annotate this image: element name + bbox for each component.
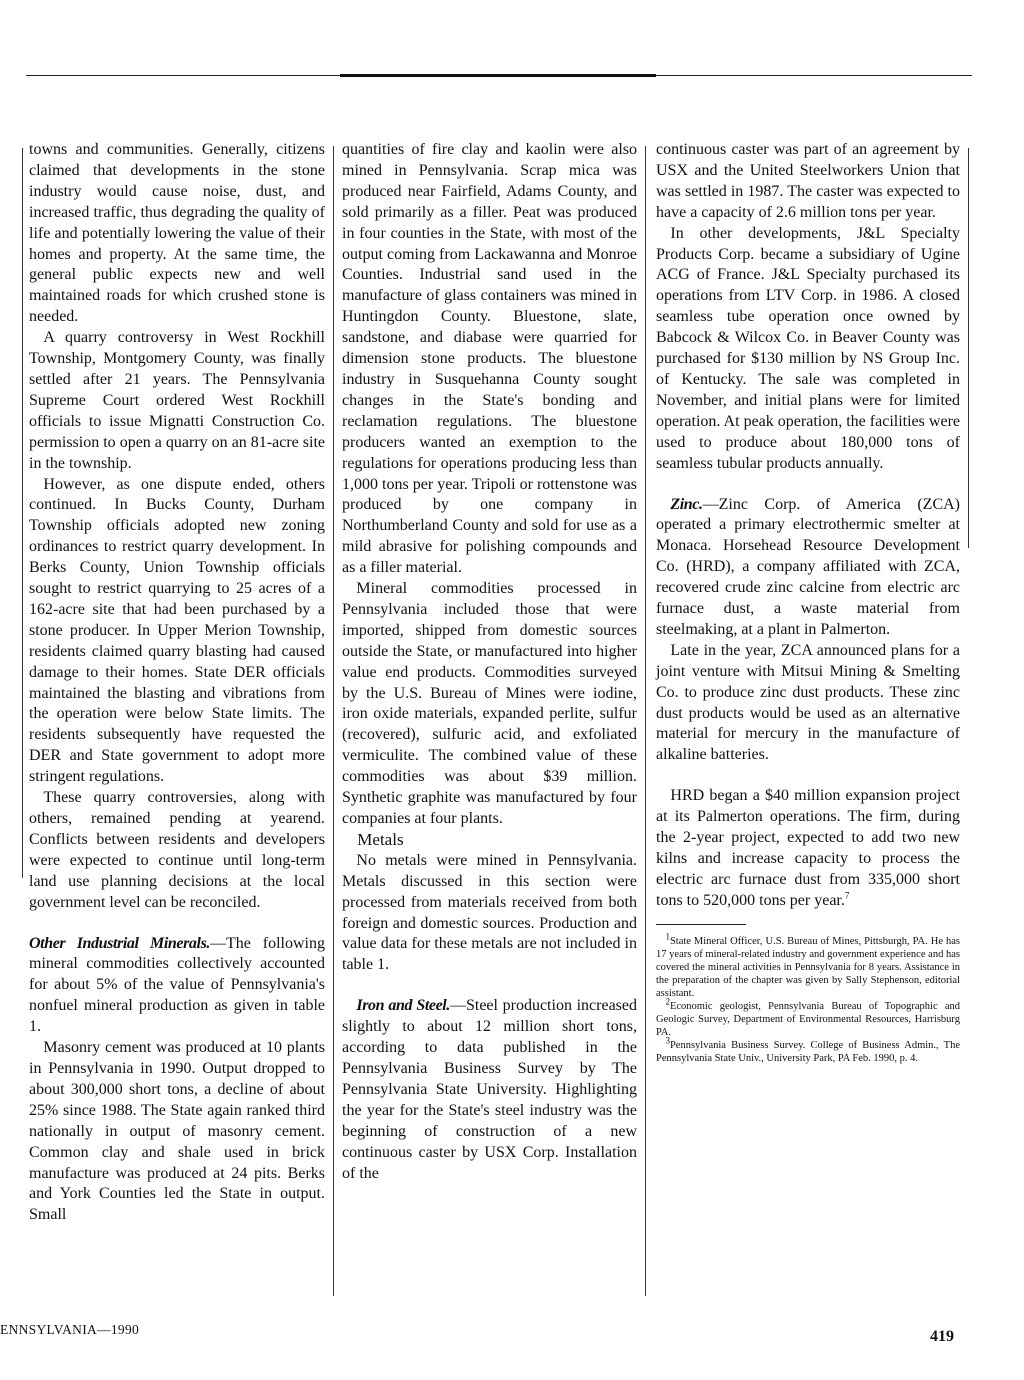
paragraph: These quarry controversies, along with others, remained pending at yearend. Conflicts between residents and developers were expected to continue until long-term land use planning decisions at the local government level can be reconciled. bbox=[29, 789, 325, 911]
footnote-number: 1 bbox=[665, 931, 670, 942]
column-divider-2 bbox=[645, 146, 646, 1296]
paragraph: No metals were mined in Pennsylvania. Metals discussed in this section were processed from materials received from both foreign and domestic sources. Production and value data for these metals are not included in table 1. bbox=[342, 851, 637, 974]
run-in-heading: Zinc. bbox=[670, 495, 703, 513]
header-rule-thick bbox=[340, 74, 656, 77]
paragraph-text: HRD began a $40 million expansion project at its Palmerton operations. The firm, during the 2-year project, expected to add two new kilns and increase capacity to process the electric arc furnace dust from 335,000 short tons to 520,000 tons per year. bbox=[656, 787, 960, 909]
paragraph: Mineral commodities processed in Pennsylvania included those that were imported, shipped from domestic sources outside the State, or manufactured into higher value end products. Commodities surveyed by the U.S. Bureau of Mines were iodine, iron oxide materials, expanded perlite, sulfur (recovered), sulfuric acid, and exfoliated vermiculite. The combined value of these commodities was about $39 million. Synthetic graphite was manufactured by four companies at four plants. bbox=[342, 580, 637, 827]
paragraph: A quarry controversy in West Rockhill Township, Montgomery County, was finally settled after 21 years. The Pennsylvania Supreme Court ordered West Rockhill officials to issue Mignatti Construction Co. permission to open a quarry on an 81-acre site in the township. bbox=[29, 329, 325, 472]
run-in-heading: Iron and Steel. bbox=[356, 997, 450, 1015]
paragraph: However, as one dispute ended, others continued. In Bucks County, Durham Township officials adopted new zoning ordinances to restrict quarry development. In Berks County, Union Township officials sought to restrict quarrying to 25 acres of a 162-acre site that had been purchased by a stone producer. In Upper Merion Township, residents claimed quarry blasting had caused damage to their homes. State DER officials maintained the blasting and vibrations from the operation were below State limits. The residents subsequently have requested the DER and State government to adopt more stringent regulations. bbox=[29, 475, 325, 786]
footnote-text: Economic geologist, Pennsylvania Bureau of Topographic and Geologic Survey, Department of Environmental Resources, Harrisburg PA. bbox=[656, 1000, 960, 1038]
running-footer: ENNSYLVANIA—1990 bbox=[0, 1322, 140, 1337]
footnote-ref: 7 bbox=[844, 890, 850, 901]
paragraph bbox=[29, 934, 325, 1039]
column-divider-1 bbox=[333, 146, 334, 1296]
page-number: 419 bbox=[930, 1328, 954, 1345]
footnote-number: 3 bbox=[665, 1035, 670, 1046]
footnote-number: 2 bbox=[665, 996, 670, 1007]
paragraph-text: —The following mineral commodities collectively accounted for about 5% of the value of Pennsylvania's nonfuel mineral production as given in table 1. bbox=[29, 934, 326, 1036]
footnote-text: Pennsylvania Business Survey. College of Business Admin., The Pennsylvania State Univ., University Park, PA Feb. 1990, p. 4. bbox=[656, 1039, 960, 1064]
paragraph: Masonry cement was produced at 10 plants in Pennsylvania in 1990. Output dropped to about 300,000 short tons, a decline of about 25% since 1988. The State again ranked third nationally in output of masonry cement. Common clay and shale used in brick manufacture was produced at 24 pits. Berks and York Counties led the State in output. Small bbox=[29, 1039, 325, 1224]
footnote bbox=[656, 996, 960, 1039]
footnote bbox=[656, 931, 960, 1000]
paragraph: quantities of fire clay and kaolin were also mined in Pennsylvania. Scrap mica was produced near Fairfield, Adams County, and sold primarily as a filler. Peat was produced in four counties in the State, with most of the output coming from Lackawanna and Monroe Counties. Industrial sand used in the manufacture of glass containers was mined in Huntingdon County. Bluestone, slate, sandstone, and diabase were quarried for dimension stone products. The bluestone industry in Susquehanna County sought changes in the State's bonding and reclamation regulations. The bluestone producers wanted an exemption to the regulations for operations producing less than 1,000 tons per year. Tripoli or rottenstone was produced by one company in Northumberland County and sold for use as a mild abrasive for polishing compounds and as a filler material. bbox=[342, 141, 637, 577]
paragraph: In other developments, J&L Specialty Products Corp. became a subsidiary of Ugine ACG of France. J&L Specialty purchased its operations from LTV Corp. in 1986. A closed seamless tube operation once owned by Babcock & Wilcox Co. in Beaver County was purchased for $130 million by NS Group Inc. of Kentucky. The sale was completed in November, and initial plans were for limited operation. At peak operation, the facilities were used to produce about 180,000 tons of seamless tubular products annually. bbox=[656, 224, 960, 472]
paragraph: towns and communities. Generally, citizens claimed that developments in the stone industry would cause noise, dust, and increased traffic, thus degrading the quality of life and potentially lowering the value of their homes and property. At the same time, the general public expects new and well maintained roads for which crushed stone is needed. bbox=[29, 141, 325, 326]
footnote-text: State Mineral Officer, U.S. Bureau of Mines, Pittsburgh, PA. He has 17 years of mineral-related industry and government experience and has covered the mineral activities in Pennsylvania for 8 years. Assistance in the preparation of the chapter was given by Sally Stephenson, editorial assistant. bbox=[656, 935, 960, 999]
column-left-border bbox=[22, 148, 23, 878]
text-column-2 bbox=[342, 140, 637, 1184]
footnote-rule bbox=[656, 924, 746, 925]
text-column-1 bbox=[29, 140, 325, 1226]
paragraph-text: —Steel production increased slightly to about 12 million short tons, according to data published in the Pennsylvania Business Survey by The Pennsylvania State University. Highlighting the year for the State's steel industry was the beginning of construction of a new continuous caster by USX Corp. Installation of the bbox=[342, 997, 638, 1182]
paragraph bbox=[656, 786, 960, 911]
paragraph bbox=[342, 996, 637, 1184]
column-right-border bbox=[968, 148, 969, 548]
run-in-heading: Other Industrial Minerals. bbox=[29, 934, 211, 952]
footnote bbox=[656, 1035, 960, 1065]
paragraph: continuous caster was part of an agreement by USX and the United Steelworkers Union that was settled in 1987. The caster was expected to have a capacity of 2.6 million tons per year. bbox=[656, 141, 960, 221]
paragraph bbox=[656, 495, 960, 641]
paragraph: Late in the year, ZCA announced plans for a joint venture with Mitsui Mining & Smelting Co. to produce zinc dust products. These zinc dust products would be used as an alternative material for mercury in the manufacture of alkaline batteries. bbox=[656, 641, 960, 764]
paragraph-text: —Zinc Corp. of America (ZCA) operated a primary electrothermic smelter at Monaca. Horsehead Resource Development Co. (HRD), a company affiliated with ZCA, recovered crude zinc calcine from electric arc furnace dust, a waste material from steelmaking, at a plant in Palmerton. bbox=[656, 495, 960, 638]
section-heading: Metals bbox=[357, 829, 404, 849]
text-column-3 bbox=[656, 140, 960, 1065]
